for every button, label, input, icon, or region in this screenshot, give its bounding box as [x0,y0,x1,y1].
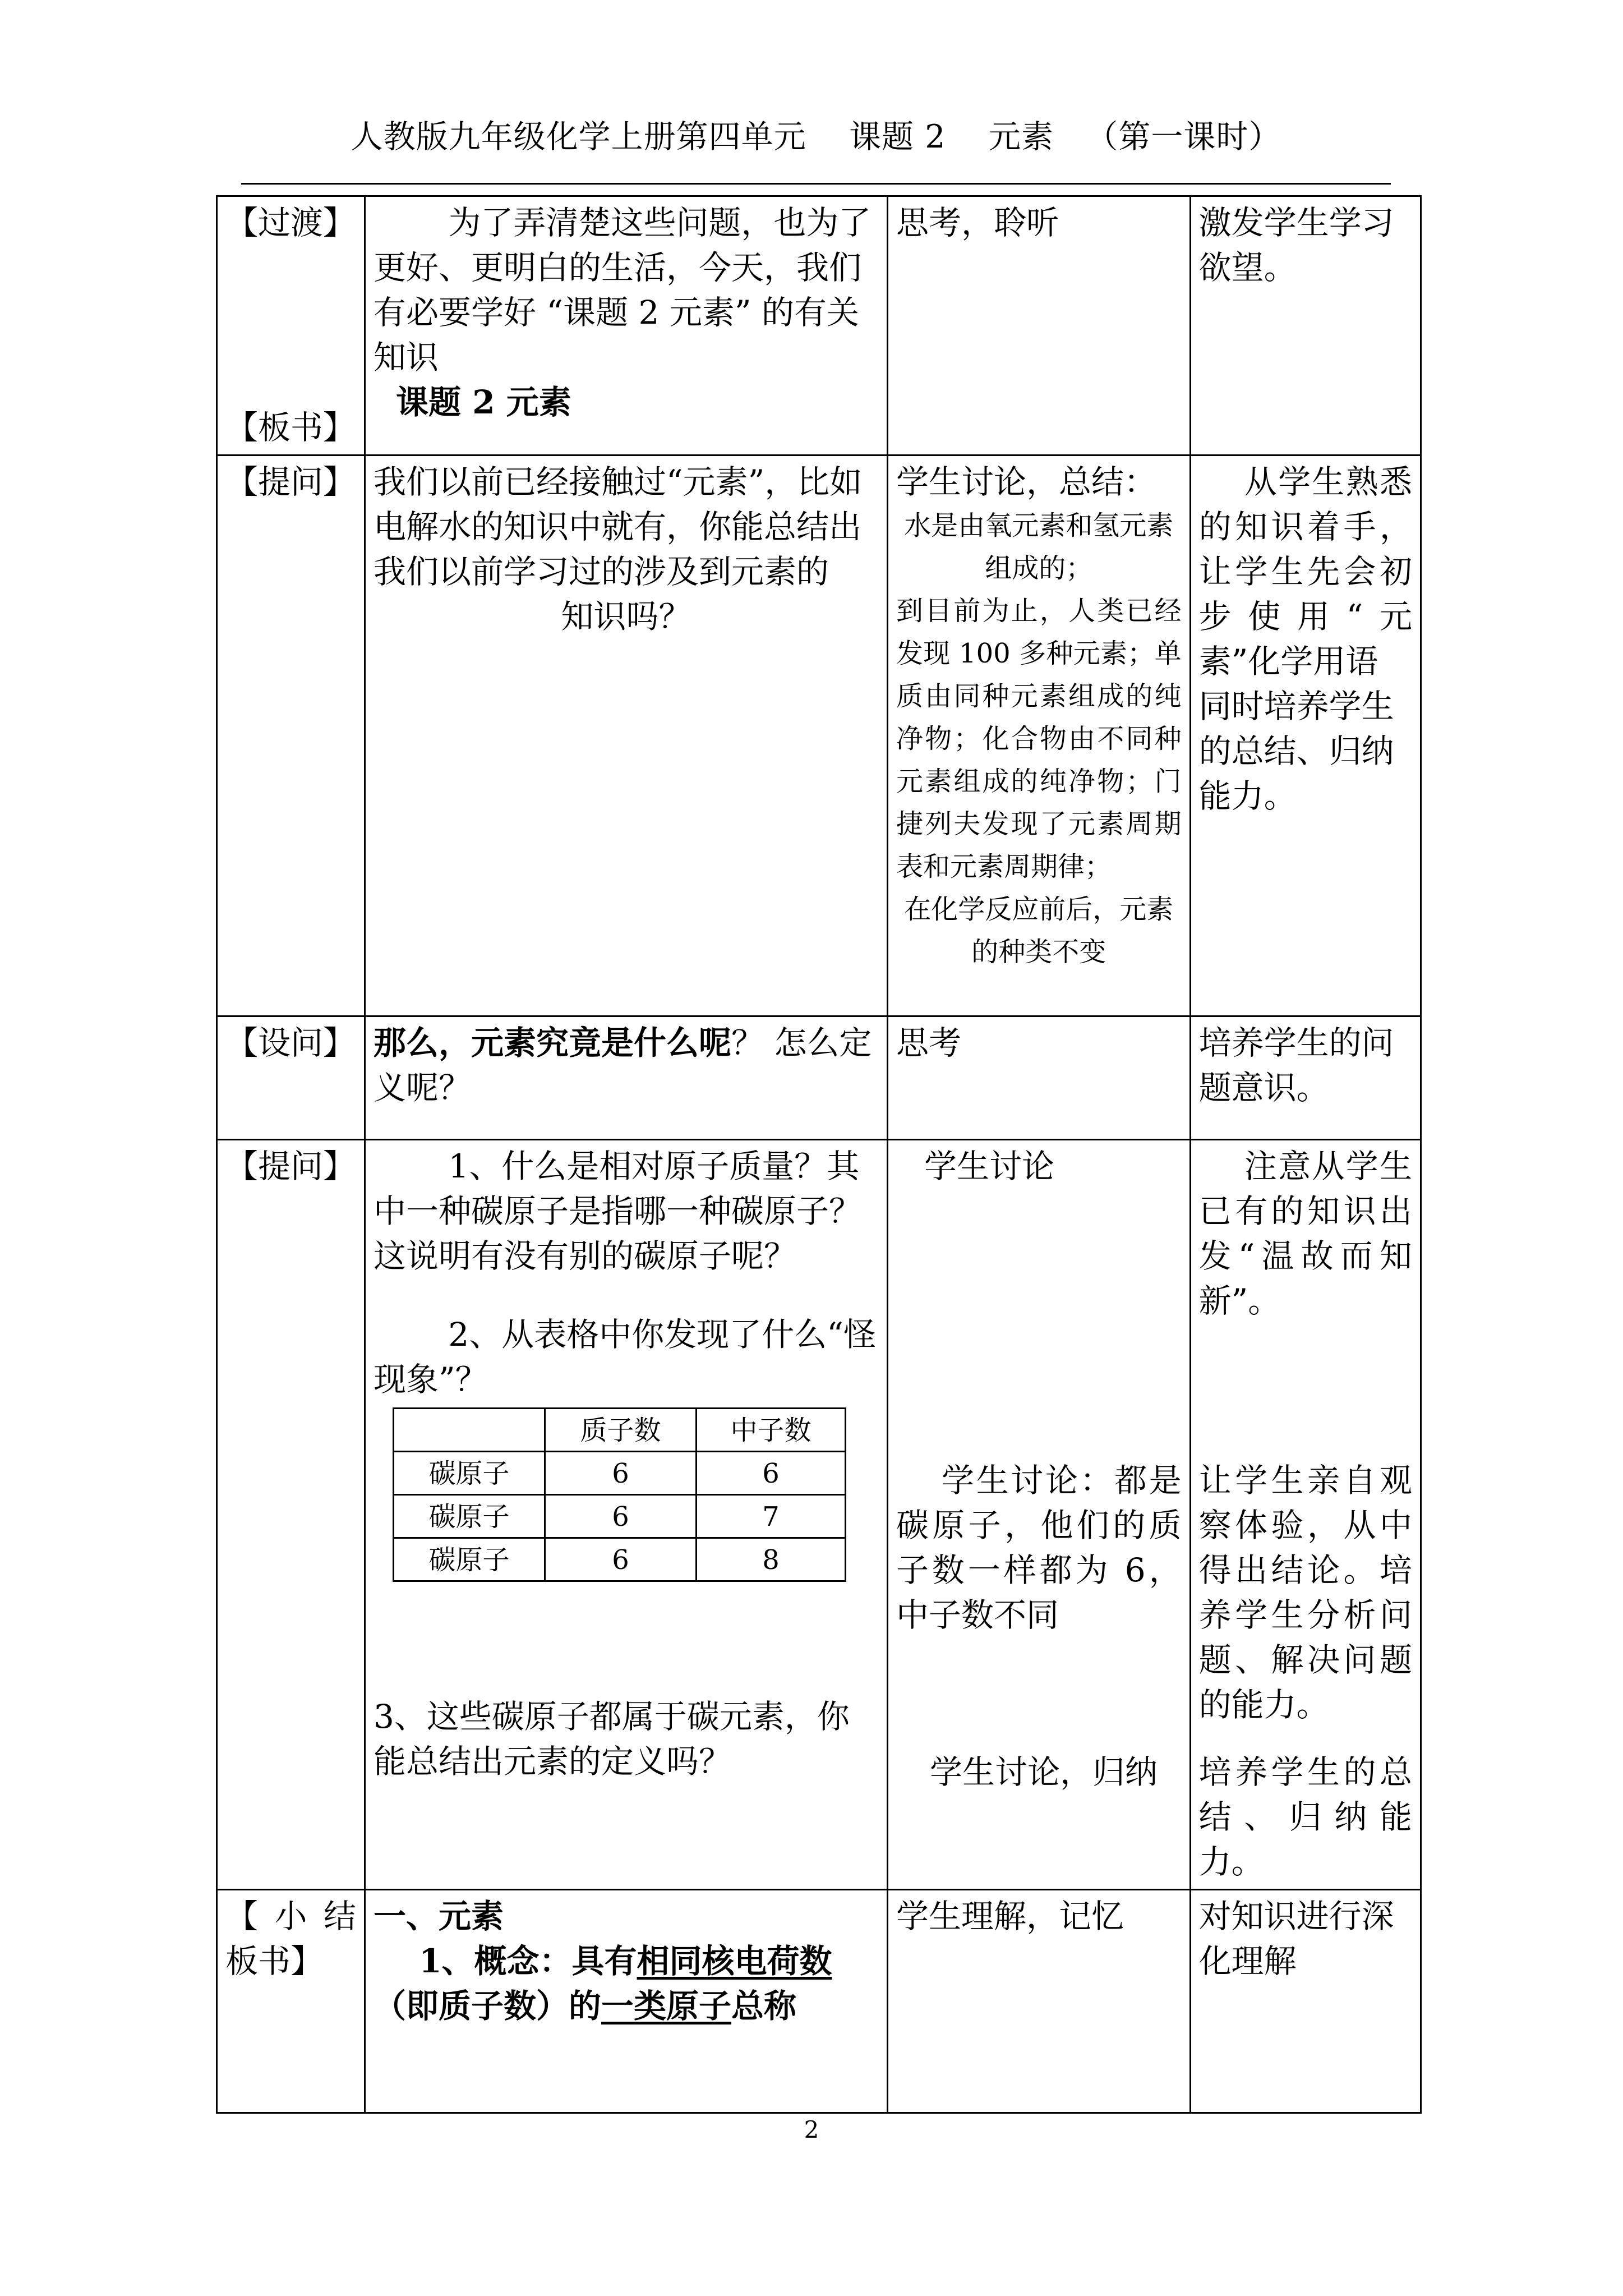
transition-text: 为了弄清楚这些问题，也为了更好、更明白的生活，今天，我们有必要学好 “课题 2 元素” 的有关知识 [374,204,872,376]
set-question-rest: ？ 怎么定义呢？ [374,1024,872,1107]
concept-underline-1: 相同核电荷数 [637,1942,832,1980]
label-board: 【板书】 [225,408,356,447]
teacher-activity [365,1890,888,2113]
label-summary: 【 小 结 板书】 [217,1890,365,2113]
teacher-activity [365,196,888,455]
header-rule [241,183,1391,185]
student-activity: 学生理解，记忆 [887,1890,1190,2113]
carbon-table-header-cell: 中子数 [697,1409,846,1452]
student-summary-head: 学生讨论，总结： [896,463,1156,501]
question-text: 我们以前已经接触过“元素”，比如电解水的知识中就有，你能总结出我们以前学习过的涉及到元素的 [374,463,863,591]
student-activity: 思考，聆听 [887,196,1190,455]
carbon-table-row [394,1452,846,1495]
board-title: 课题 2 元素 [396,383,571,421]
carbon-table-header-cell [394,1409,545,1452]
carbon-table-cell: 8 [697,1538,846,1581]
concept-prefix: 1、概念：具有 [419,1942,637,1980]
purpose-2: 让学生亲自观察体验，从中得出结论。培养学生分析问题、解决问题的能力。 [1198,1461,1412,1724]
carbon-table-cell: 碳原子 [394,1538,545,1581]
carbon-table-cell: 6 [697,1452,846,1495]
question-text-tail: 知识吗？ [561,597,691,636]
question-3: 3、这些碳原子都属于碳元素，你能总结出元素的定义吗？ [374,1697,850,1780]
teacher-activity [365,1140,888,1890]
question-2: 2、从表格中你发现了什么“怪现象”？ [374,1315,876,1398]
student-activity [887,455,1190,1016]
set-question-bold: 那么，元素究竟是什么呢 [374,1024,732,1062]
carbon-table [393,1407,846,1582]
student-discuss-2: 学生讨论：都是碳原子，他们的质子数一样都为 6，中子数不同 [896,1461,1182,1634]
carbon-table-cell: 碳原子 [394,1495,545,1538]
row-label [217,196,365,455]
design-purpose: 激发学生学习欲望。 [1190,196,1421,455]
row-set-question [217,1016,1421,1140]
carbon-table-cell: 6 [545,1538,697,1581]
row-question-2 [217,1140,1421,1890]
concept-mid: （即质子数）的 [374,1987,602,2025]
label-transition: 【过渡】 [225,204,356,242]
label-question-2: 【提问】 [217,1140,365,1890]
concept-suffix: 总称 [731,1987,797,2025]
student-activity: 思考 [887,1016,1190,1140]
student-point-3: 在化学反应前后，元素的种类不变 [904,894,1174,968]
student-activity [887,1140,1190,1890]
purpose-text-2: 同时培养学生的总结、归纳能力。 [1198,687,1394,815]
row-transition [217,196,1421,455]
carbon-table-cell: 6 [545,1452,697,1495]
carbon-table-row [394,1538,846,1581]
page-header: 人教版九年级化学上册第四单元 课题 2 元素 （第一课时） [351,118,1281,155]
carbon-table-row [394,1495,846,1538]
concept-underline-2: 一类原子 [601,1987,732,2025]
lesson-table [216,195,1422,2114]
carbon-table-cell: 6 [545,1495,697,1538]
design-purpose [1190,1140,1421,1890]
carbon-table-header-cell: 质子数 [545,1409,697,1452]
student-point-1: 水是由氧元素和氢元素组成的； [904,510,1174,584]
carbon-table-cell: 7 [697,1495,846,1538]
design-purpose: 培养学生的问题意识。 [1190,1016,1421,1140]
purpose-text: 从学生熟悉的知识着手，让学生先会初步使用“元素”化学用语 [1198,463,1412,680]
student-point-2: 到目前为止，人类已经发现 100 多种元素；单质由同种元素组成的纯净物；化合物由不同种元素组成的纯净物；门捷列夫发现了元素周期表和元素周期律； [896,595,1182,882]
question-1: 1、什么是相对原子质量？其中一种碳原子是指哪一种碳原子？这说明有没有别的碳原子呢？ [374,1147,862,1275]
design-purpose: 对知识进行深化理解 [1190,1890,1421,2113]
summary-concept [374,1939,879,2028]
row-question-1 [217,455,1421,1016]
carbon-table-header [394,1409,846,1452]
summary-heading: 一、元素 [374,1897,504,1935]
label-set-question: 【设问】 [217,1016,365,1140]
teacher-activity [365,455,888,1016]
design-purpose [1190,455,1421,1016]
purpose-1: 注意从学生已有的知识出发“温故而知新”。 [1198,1147,1412,1320]
carbon-table-cell: 碳原子 [394,1452,545,1495]
student-discuss-1: 学生讨论 [924,1147,1054,1185]
label-question: 【提问】 [217,455,365,1016]
row-summary [217,1890,1421,2113]
student-discuss-3: 学生讨论，归纳 [929,1753,1158,1791]
purpose-3: 培养学生的总结、归纳能力。 [1198,1753,1412,1881]
page-number: 2 [804,2116,819,2143]
teacher-activity [365,1016,888,1140]
